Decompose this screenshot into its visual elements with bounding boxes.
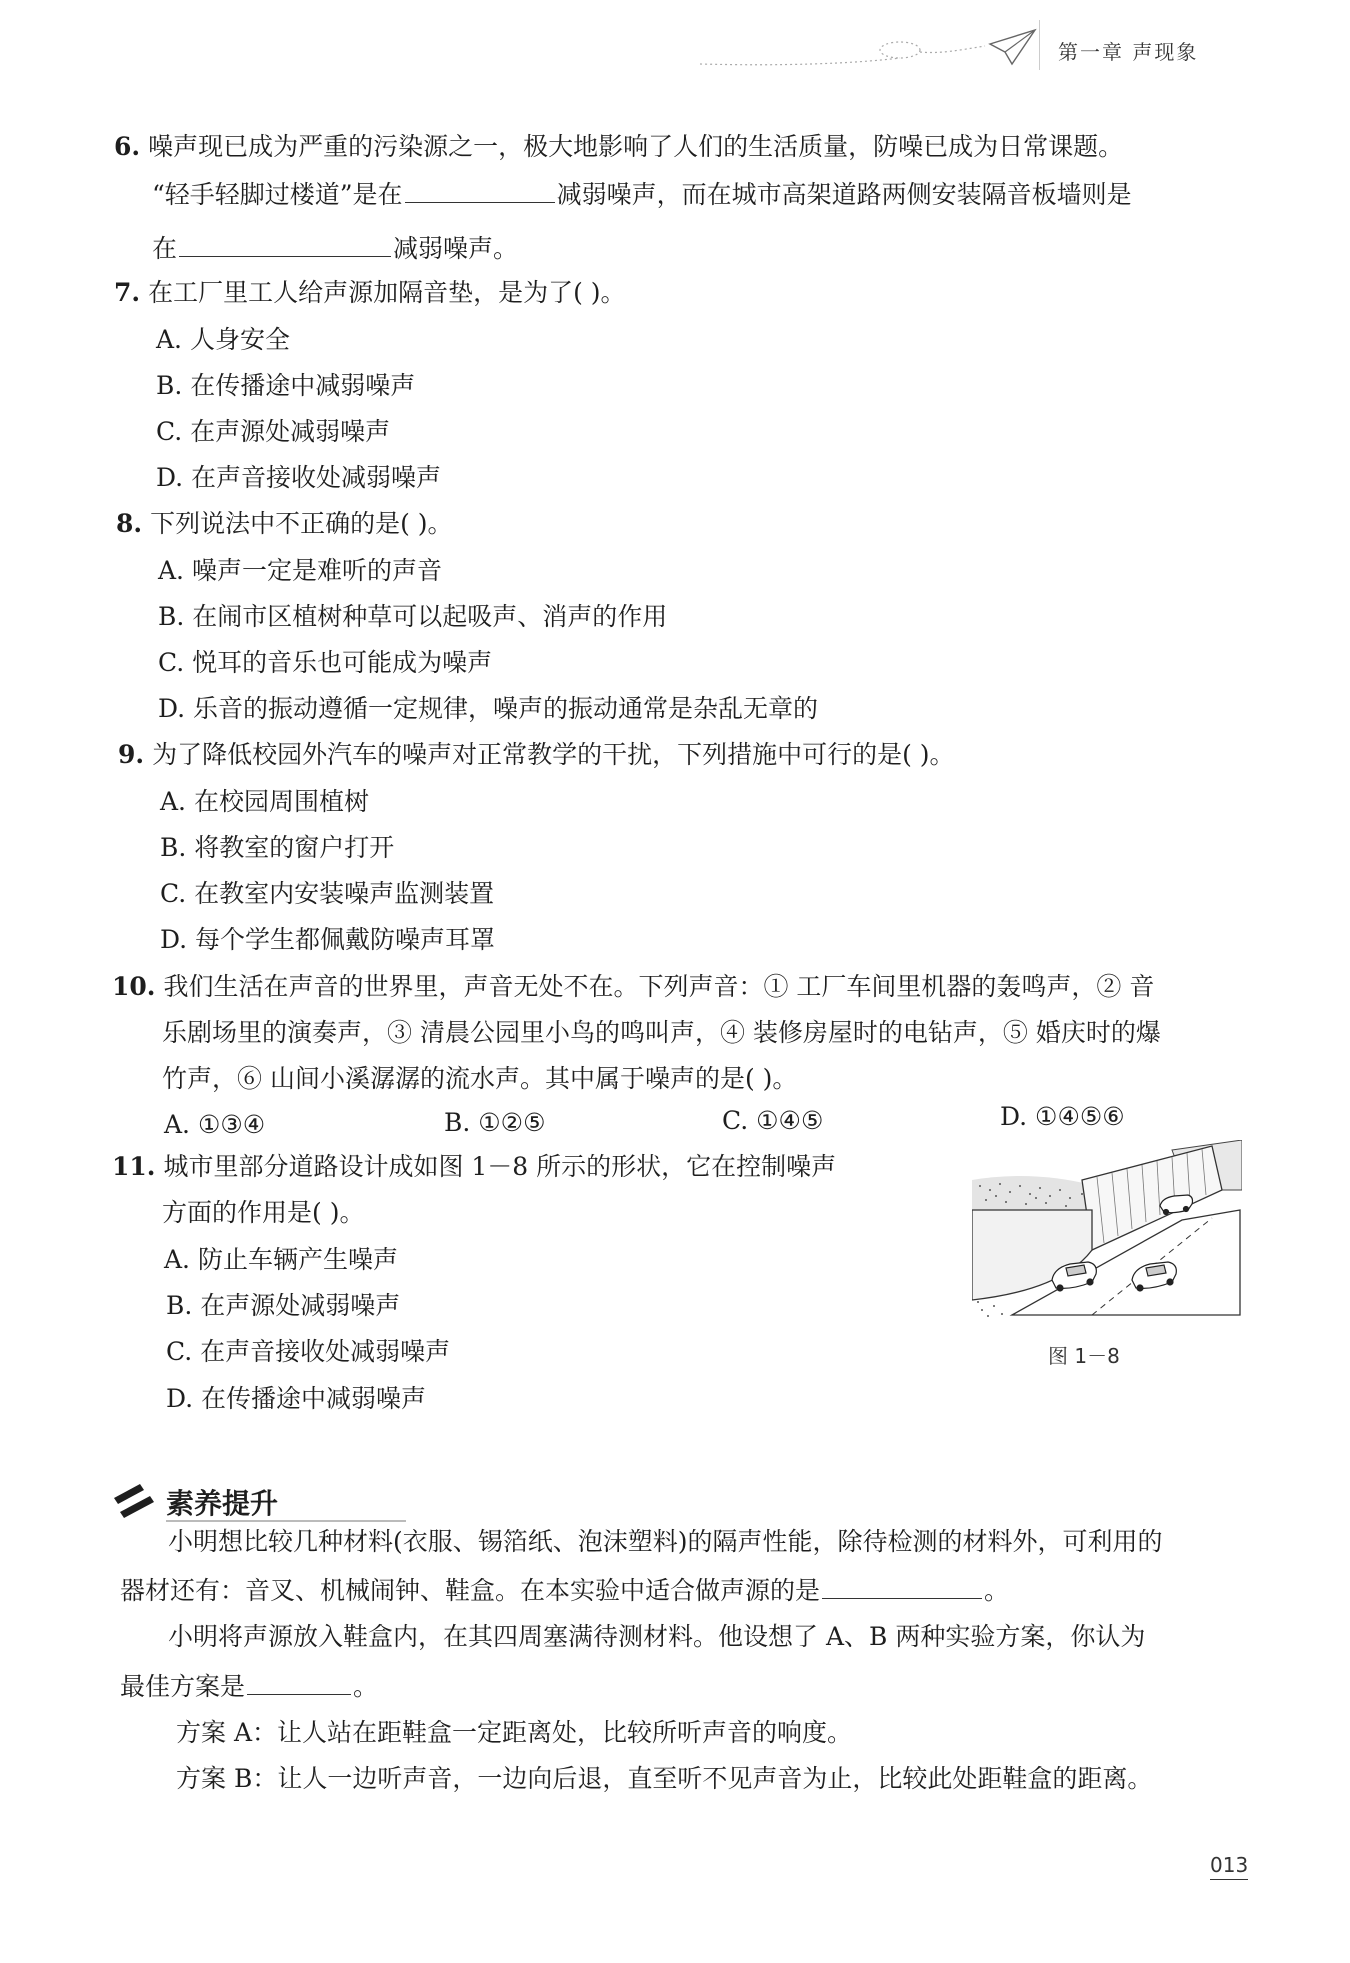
question-text: 减弱噪声。 [393, 234, 519, 263]
option-b[interactable]: B. ①②⑤ [444, 1108, 546, 1137]
option-a[interactable]: A. 噪声一定是难听的声音 [158, 556, 442, 585]
option-c[interactable]: C. ①④⑤ [722, 1106, 824, 1135]
question-8-stem [116, 509, 453, 539]
double-slash-icon [110, 1480, 160, 1520]
question-10-line-2: 乐剧场里的演奏声，③ 清晨公园里小鸟的鸣叫声，④ 装修房屋时的电钻声，⑤ 婚庆时的爆 [162, 1018, 1161, 1047]
option-a[interactable]: A. 防止车辆产生噪声 [164, 1245, 398, 1274]
question-11-line-1 [112, 1152, 836, 1182]
sunken-road-figure [972, 1140, 1242, 1320]
option-b[interactable]: B. 在声源处减弱噪声 [166, 1291, 401, 1320]
question-text: 。 [984, 1576, 1010, 1605]
section-underline [166, 1520, 406, 1522]
option-a[interactable]: A. 人身安全 [156, 325, 290, 354]
question-text: 最佳方案是 [120, 1672, 246, 1701]
question-text: 为了降低校园外汽车的噪声对正常教学的干扰，下列措施中可行的是( )。 [152, 740, 955, 769]
option-c[interactable]: C. 在声源处减弱噪声 [156, 417, 391, 446]
option-b[interactable]: B. 在传播途中减弱噪声 [156, 371, 416, 400]
question-6-line-3 [152, 232, 518, 264]
question-text: 城市里部分道路设计成如图 1－8 所示的形状，它在控制噪声 [163, 1152, 837, 1181]
question-text: 下列说法中不正确的是( )。 [150, 509, 453, 538]
option-c[interactable]: C. 在声音接收处减弱噪声 [166, 1337, 451, 1366]
option-d[interactable]: D. 在传播途中减弱噪声 [166, 1384, 427, 1413]
section-title: 素养提升 [166, 1487, 279, 1520]
question-11-line-2: 方面的作用是( )。 [162, 1198, 365, 1227]
option-d[interactable]: D. 乐音的振动遵循一定规律，噪声的振动通常是杂乱无章的 [158, 694, 819, 723]
option-c[interactable]: C. 悦耳的音乐也可能成为噪声 [158, 648, 493, 677]
question-text: 器材还有：音叉、机械闹钟、鞋盒。在本实验中适合做声源的是 [120, 1576, 821, 1605]
option-d[interactable]: D. ①④⑤⑥ [1000, 1102, 1125, 1131]
answer-blank[interactable] [405, 178, 555, 203]
figure-caption: 图 1－8 [1048, 1344, 1120, 1368]
question-text: 噪声现已成为严重的污染源之一，极大地影响了人们的生活质量，防噪已成为日常课题。 [148, 132, 1124, 161]
question-number: 10. [112, 972, 156, 1001]
question-9-stem [118, 740, 955, 770]
option-d[interactable]: D. 每个学生都佩戴防噪声耳罩 [160, 925, 496, 954]
question-text: 我们生活在声音的世界里，声音无处不在。下列声音：① 工厂车间里机器的轰鸣声，② 音 [163, 972, 1155, 1001]
chapter-title: 第一章 声现象 [1058, 40, 1199, 64]
answer-blank[interactable] [247, 1670, 351, 1695]
question-number: 6. [114, 132, 141, 161]
question-number: 7. [114, 278, 141, 307]
option-a[interactable]: A. ①③④ [164, 1110, 266, 1139]
question-text: 。 [353, 1672, 379, 1701]
option-d[interactable]: D. 在声音接收处减弱噪声 [156, 463, 442, 492]
question-text: 在工厂里工人给声源加隔音垫，是为了( )。 [148, 278, 626, 307]
question-number: 9. [118, 740, 145, 769]
plan-b-text: 方案 B：让人一边听声音，一边向后退，直至听不见声音为止，比较此处距鞋盒的距离。 [176, 1764, 1153, 1793]
section-paragraph-1-line-1: 小明想比较几种材料(衣服、锡箔纸、泡沫塑料)的隔声性能，除待检测的材料外，可利用的 [168, 1527, 1163, 1556]
answer-blank[interactable] [179, 232, 391, 257]
question-6-line-1 [114, 132, 1123, 162]
question-number: 11. [112, 1152, 156, 1181]
question-number: 8. [116, 509, 143, 538]
question-7-stem [114, 278, 626, 308]
option-b[interactable]: B. 在闹市区植树种草可以起吸声、消声的作用 [158, 602, 668, 631]
question-10-line-3: 竹声，⑥ 山间小溪潺潺的流水声。其中属于噪声的是( )。 [162, 1064, 798, 1093]
section-paragraph-2-line-2 [120, 1670, 378, 1702]
option-a[interactable]: A. 在校园周围植树 [160, 787, 369, 816]
option-b[interactable]: B. 将教室的窗户打开 [160, 833, 395, 862]
question-10-line-1 [112, 972, 1154, 1002]
section-paragraph-1-line-2 [120, 1574, 1009, 1606]
page-number: 013 [1210, 1853, 1248, 1880]
page-header [0, 0, 1350, 90]
question-text: “轻手轻脚过楼道”是在 [152, 180, 403, 209]
question-text: 减弱噪声，而在城市高架道路两侧安装隔音板墙则是 [556, 180, 1132, 209]
question-text: 在 [152, 234, 178, 263]
answer-blank[interactable] [822, 1574, 982, 1599]
section-paragraph-2-line-1: 小明将声源放入鞋盒内，在其四周塞满待测材料。他设想了 A、B 两种实验方案，你认为 [168, 1622, 1146, 1651]
option-c[interactable]: C. 在教室内安装噪声监测装置 [160, 879, 495, 908]
question-6-line-2 [152, 178, 1132, 210]
plan-a-text: 方案 A：让人站在距鞋盒一定距离处，比较所听声音的响度。 [176, 1718, 853, 1747]
paper-plane-icon [700, 20, 1040, 70]
